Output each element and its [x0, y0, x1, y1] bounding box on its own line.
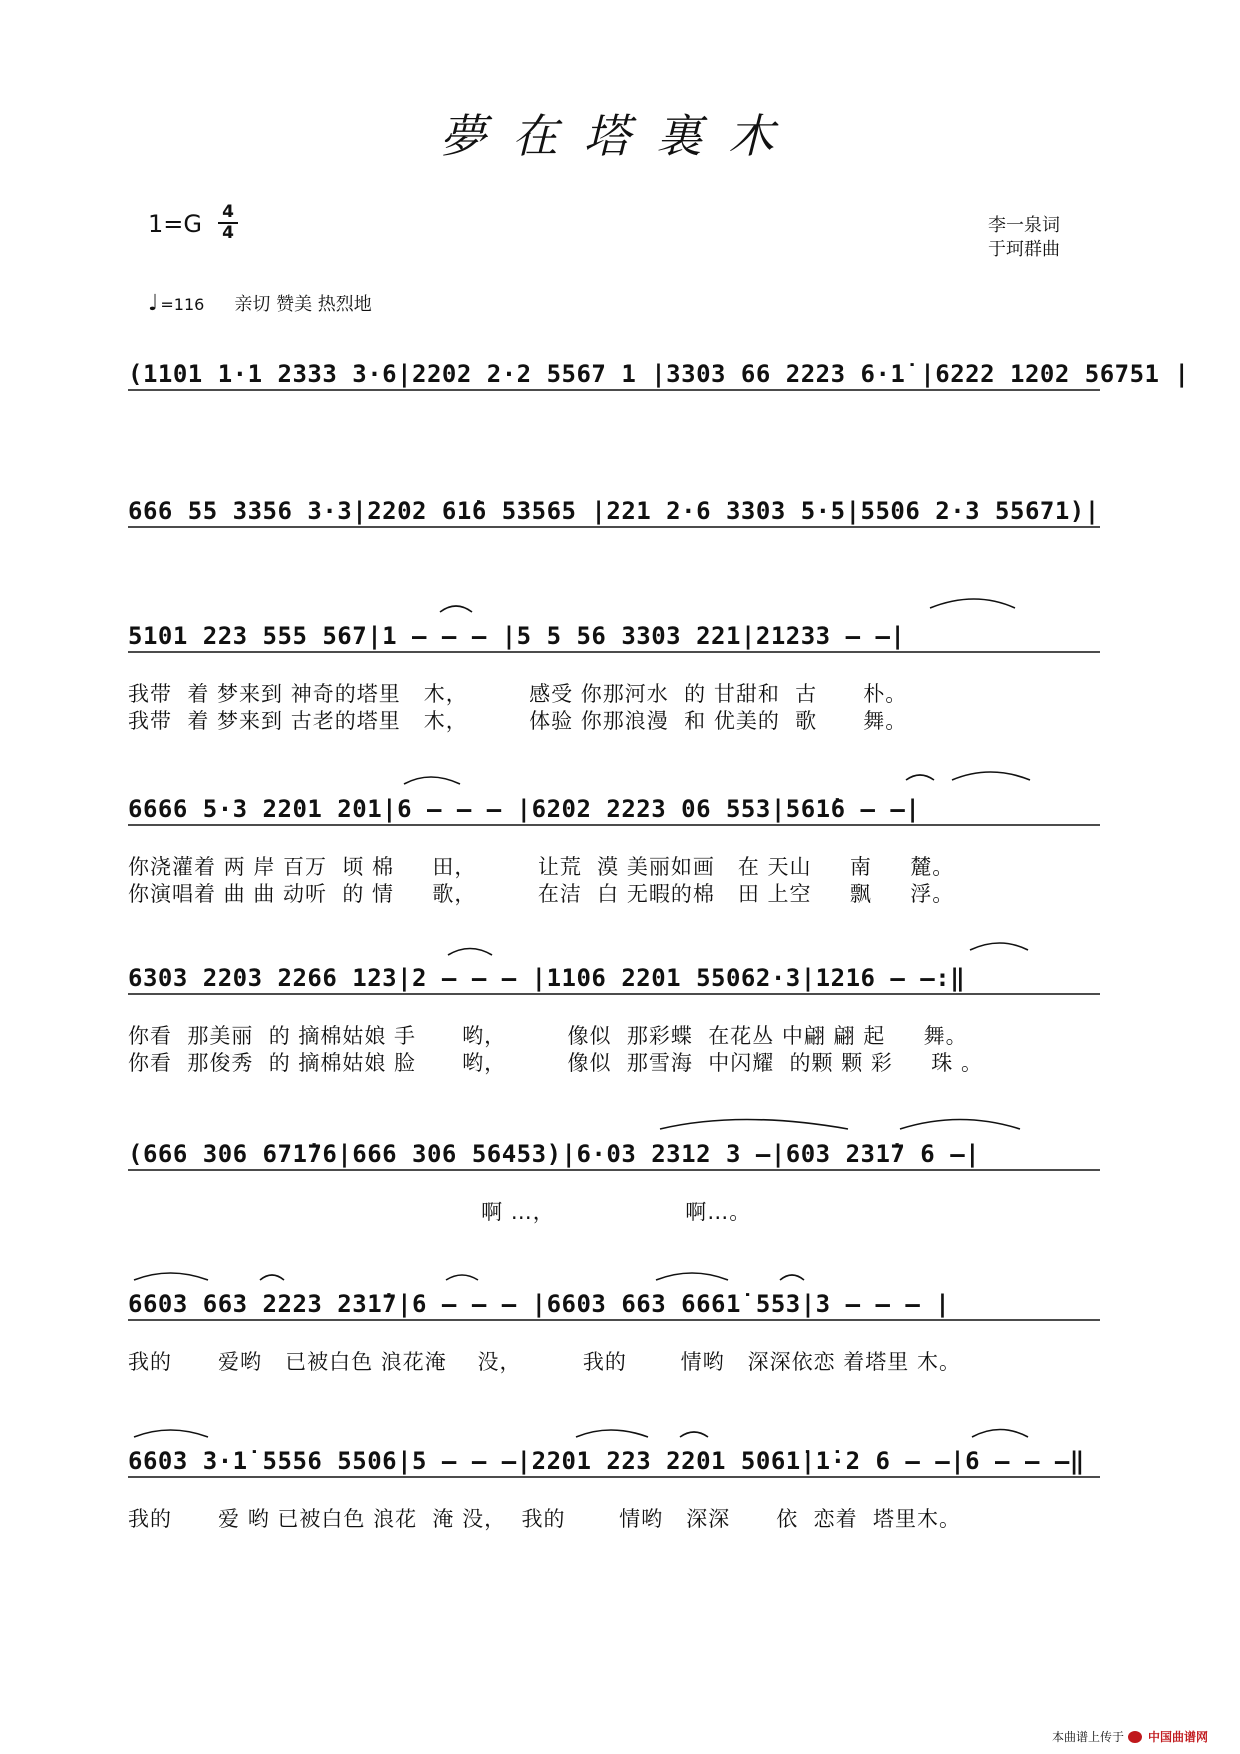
lyric-line-verse-2: 你演唱着 曲 曲 动听 的 情 歌， 在洁 白 无暇的棉 田 上空 飘 浮。 [128, 882, 955, 906]
notation-line: 6603 3·1̇ 5556 5506|5 – – –|2201 223 2201 5061̇|1̇·2 6 – –|6 – – –‖ [128, 1447, 1085, 1475]
lyric-line-verse-1: 你看 那美丽 的 摘棉姑娘 手 哟， 像似 那彩蝶 在花丛 中翩 翩 起 舞。 [128, 1024, 968, 1048]
lyric-line-verse-2: 你看 那俊秀 的 摘棉姑娘 脸 哟， 像似 那雪海 中闪耀 的颗 颗 彩 珠 。 [128, 1051, 983, 1075]
slur-mark [440, 606, 472, 612]
slur-mark [404, 777, 460, 784]
slur-mark [446, 1275, 478, 1280]
notation-line: 6303 2203 2266 123|2 – – – |1106 2201 55062·3|1216 – –:‖ [128, 964, 966, 992]
slur-mark [970, 943, 1028, 950]
quarter-note-icon: ♩ [148, 291, 159, 316]
site-logo[interactable]: 中国曲谱网 [1148, 1730, 1209, 1744]
tempo-expression: 亲切 赞美 热烈地 [234, 294, 372, 315]
lyric-line: 我的 爱哟 已被白色 浪花淹 没， 我的 情哟 深深依恋 着塔里 木。 [128, 1350, 961, 1374]
upload-text: 本曲谱上传于 [1052, 1730, 1125, 1744]
slur-mark [930, 599, 1015, 608]
site-logo-icon [1128, 1731, 1142, 1743]
slur-mark [660, 1120, 848, 1130]
notation-line: (1101 1·1 2333 3·6|2202 2·2 5567 1 |3303 66 2223 6·1̇ |6222 1202 56751 | [128, 360, 1190, 388]
key-signature: 1=G [148, 210, 202, 238]
slur-mark [134, 1273, 208, 1280]
beam-underlines [128, 390, 1100, 1477]
notation-line: 6603 663 2223 231̇7|6 – – – |6603 663 6661̇ 553|3 – – – | [128, 1290, 951, 1318]
lyric-line: 我的 爱 哟 已被白色 浪花 淹 没， 我的 情哟 深深 依 恋着 塔里木。 [128, 1507, 961, 1531]
slur-mark [972, 1430, 1028, 1438]
footer [1052, 1728, 1208, 1745]
notation-line: 666 55 3356 3·3|2202 61̇6 53565 |221 2·6 3303 5·5|5506 2·3 55671)| [128, 497, 1100, 525]
time-signature-top: 4 [222, 202, 234, 222]
tempo-mark: =116 [160, 295, 205, 314]
time-signature-bottom: 4 [222, 223, 234, 243]
lyric-line-verse-2: 我带 着 梦来到 古老的塔里 木， 体验 你那浪漫 和 优美的 歌 舞。 [128, 709, 908, 733]
slur-mark [656, 1273, 728, 1280]
notation-line: (666 306 671̇76|666 306 56453)|6·03 2312 3 –|603 231̇7 6 –| [128, 1140, 981, 1168]
notation-line: 5101 223 555 567|1 – – – |5 5 56 3303 221|21233 – –| [128, 622, 906, 650]
slur-mark [952, 772, 1030, 780]
slur-mark [448, 949, 492, 956]
slur-mark [906, 775, 934, 780]
lyric-line: 啊 …， 啊…。 [128, 1200, 752, 1224]
slur-mark [134, 1430, 208, 1437]
slur-mark [680, 1432, 708, 1437]
lyric-line-verse-1: 你浇灌着 两 岸 百万 顷 棉 田， 让荒 漠 美丽如画 在 天山 南 麓。 [128, 855, 955, 879]
slur-mark [780, 1275, 804, 1280]
song-title: 夢在塔裏木 [440, 109, 800, 163]
slur-mark [576, 1430, 648, 1437]
lyricist: 李一泉词 [988, 215, 1060, 236]
slur-mark [900, 1120, 1020, 1130]
composer: 于珂群曲 [988, 239, 1060, 260]
slur-mark [260, 1275, 284, 1280]
notation-line: 6666 5·3 2201 201|6 – – – |6202 2223 06 553|561̇6 – –| [128, 795, 921, 823]
lyric-line-verse-1: 我带 着 梦来到 神奇的塔里 木， 感受 你那河水 的 甘甜和 古 朴。 [128, 682, 908, 706]
